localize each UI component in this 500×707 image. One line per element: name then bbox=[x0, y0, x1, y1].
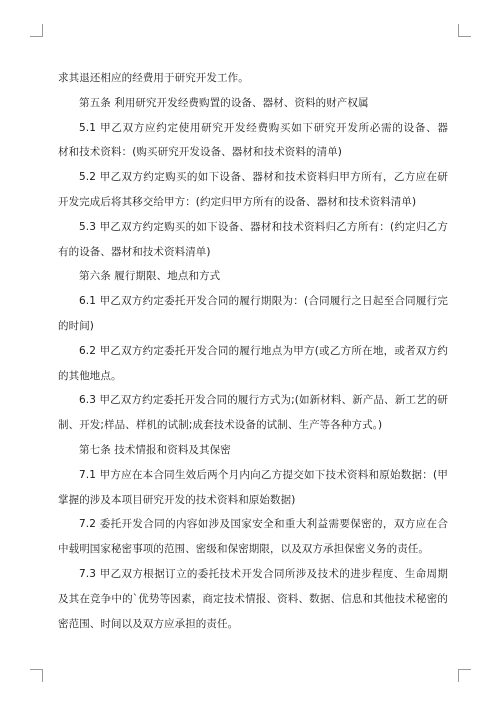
corner-mark-top-right bbox=[458, 24, 471, 37]
article-heading: 第七条 技术情报和资料及其保密 bbox=[79, 443, 231, 456]
text-line: 6.1 甲乙双方约定委托开发合同的履行期限为：(合同履行之日起至合同履行完 bbox=[79, 295, 448, 308]
text-line: 及其在竞争中的`优势等因素，商定技术情报、资料、数据、信息和其他技术秘密的 bbox=[58, 592, 448, 605]
article-heading: 第五条 利用研究开发经费购置的设备、器材、资料的财产权属 bbox=[79, 96, 369, 109]
document-body bbox=[58, 66, 448, 636]
corner-mark-top-left bbox=[30, 24, 43, 37]
text-line: 7.3 甲乙双方根据订立的委托技术开发合同所涉及技术的进步程度、生命周期 bbox=[79, 567, 448, 580]
text-line: 材和技术资料：(购买研究开发设备、器材和技术资料的清单) bbox=[58, 146, 342, 159]
text-line: 5.2 甲乙双方约定购买的如下设备、器材和技术资料归甲方所有，乙方应在研 bbox=[79, 171, 448, 184]
corner-mark-bottom-right bbox=[458, 669, 471, 682]
text-line: 的时间) bbox=[58, 319, 94, 332]
text-line: 中载明国家秘密事项的范围、密级和保密期限，以及双方承担保密义务的责任。 bbox=[58, 543, 429, 556]
text-line: 开发完成后将其移交给甲方：(约定归甲方所有的设备、器材和技术资料清单) bbox=[58, 195, 417, 208]
text-line: 有的设备、器材和技术资料清单) bbox=[58, 245, 211, 258]
article-heading: 第六条 履行期限、地点和方式 bbox=[79, 270, 221, 283]
text-line: 6.2 甲乙双方约定委托开发合同的履行地点为甲方(或乙方所在地，或者双方约 bbox=[79, 344, 448, 357]
text-line: 掌握的涉及本项目研究开发的技术资料和原始数据) bbox=[58, 493, 296, 506]
text-line: 密范围、时间以及双方应承担的责任。 bbox=[58, 617, 239, 630]
text-line: 5.1 甲乙双方应约定使用研究开发经费购买如下研究开发所必需的设备、器 bbox=[79, 121, 448, 134]
text-line: 的其他地点。 bbox=[58, 369, 122, 382]
text-line: 制、开发;样品、样机的试制;成套技术设备的试制、生产等各种方式。) bbox=[58, 419, 383, 432]
text-line: 7.2 委托开发合同的内容如涉及国家安全和重大利益需要保密的，双方应在合 bbox=[79, 518, 448, 531]
text-line: 7.1 甲方应在本合同生效后两个月内向乙方提交如下技术资料和原始数据：(甲 bbox=[79, 468, 448, 481]
text-line: 求其退还相应的经费用于研究开发工作。 bbox=[58, 72, 249, 84]
text-line: 6.3 甲乙双方约定委托开发合同的履行方式为;(如新材料、新产品、新工艺的研 bbox=[79, 394, 448, 407]
text-line: 5.3 甲乙双方约定购买的如下设备、器材和技术资料归乙方所有：(约定归乙方 bbox=[79, 220, 448, 233]
corner-mark-bottom-left bbox=[30, 669, 43, 682]
